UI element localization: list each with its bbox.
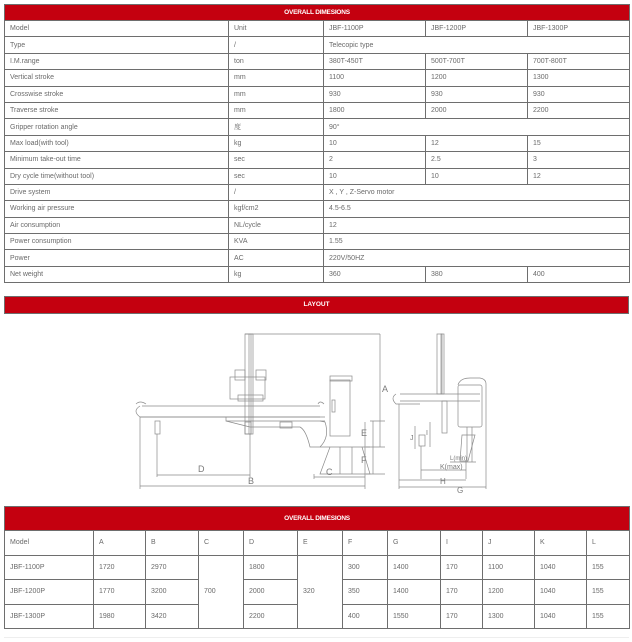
row-label: Power consumption bbox=[5, 234, 229, 250]
dims-table-body bbox=[5, 555, 630, 629]
row-value: 12 bbox=[324, 217, 630, 233]
column-header: E bbox=[298, 531, 343, 556]
row-label: Working air pressure bbox=[5, 201, 229, 217]
table-row bbox=[5, 250, 630, 266]
row-unit: sec bbox=[229, 152, 324, 168]
row-label: Minimum take-out time bbox=[5, 152, 229, 168]
row-label: Crosswise stroke bbox=[5, 86, 229, 102]
column-header: Model bbox=[5, 531, 94, 556]
table-row bbox=[5, 135, 630, 151]
row-unit: sec bbox=[229, 168, 324, 184]
row-label: Net weight bbox=[5, 266, 229, 282]
specification-table bbox=[4, 4, 630, 283]
row-unit: kg bbox=[229, 135, 324, 151]
row-value: 2 bbox=[324, 152, 426, 168]
cell-model: JBF-1200P bbox=[5, 580, 94, 605]
row-unit: mm bbox=[229, 102, 324, 118]
row-unit: KVA bbox=[229, 234, 324, 250]
table-row bbox=[5, 152, 630, 168]
column-header: J bbox=[483, 531, 535, 556]
row-value: 500T-700T bbox=[426, 53, 528, 69]
row-value: 930 bbox=[426, 86, 528, 102]
row-value: 700T-800T bbox=[528, 53, 630, 69]
dim-label-I: I bbox=[426, 430, 428, 437]
cell-B: 3420 bbox=[146, 604, 199, 629]
dims-table-title: OVERALL DIMESIONS bbox=[5, 507, 630, 531]
dim-label-A: A bbox=[382, 384, 389, 394]
cell-K: 1040 bbox=[535, 604, 587, 629]
model-cell: JBF-1300P bbox=[528, 21, 630, 37]
row-value: 10 bbox=[324, 168, 426, 184]
table-row bbox=[5, 555, 630, 580]
row-unit: ton bbox=[229, 53, 324, 69]
row-unit: NL/cycle bbox=[229, 217, 324, 233]
cell-A: 1770 bbox=[94, 580, 146, 605]
cell-K: 1040 bbox=[535, 580, 587, 605]
row-label: Drive system bbox=[5, 184, 229, 200]
table-row bbox=[5, 86, 630, 102]
model-cell: JBF-1100P bbox=[324, 21, 426, 37]
row-value: 12 bbox=[528, 168, 630, 184]
row-value: 1800 bbox=[324, 102, 426, 118]
cell-J: 1300 bbox=[483, 604, 535, 629]
row-value: 10 bbox=[324, 135, 426, 151]
table-row bbox=[5, 70, 630, 86]
row-value: 380T-450T bbox=[324, 53, 426, 69]
cell-L: 155 bbox=[587, 555, 630, 580]
spec-table-title: OVERALL DIMESIONS bbox=[5, 5, 630, 21]
column-header: L bbox=[587, 531, 630, 556]
row-label: Gripper rotation angle bbox=[5, 119, 229, 135]
cell-A: 1720 bbox=[94, 555, 146, 580]
cell-F: 350 bbox=[343, 580, 388, 605]
row-unit: / bbox=[229, 184, 324, 200]
cell-B: 2970 bbox=[146, 555, 199, 580]
cell-G: 1400 bbox=[388, 555, 441, 580]
dim-label-D: D bbox=[198, 464, 205, 474]
column-header: G bbox=[388, 531, 441, 556]
row-value: 380 bbox=[426, 266, 528, 282]
row-value: 1.55 bbox=[324, 234, 630, 250]
table-row bbox=[5, 168, 630, 184]
row-label: Model bbox=[5, 21, 229, 37]
divider bbox=[4, 637, 629, 638]
column-header: D bbox=[244, 531, 298, 556]
row-label: Dry cycle time(without tool) bbox=[5, 168, 229, 184]
table-row bbox=[5, 234, 630, 250]
row-unit: 度 bbox=[229, 119, 324, 135]
cell-E: 320 bbox=[298, 555, 343, 629]
dim-label-G: G bbox=[457, 486, 464, 495]
cell-B: 3200 bbox=[146, 580, 199, 605]
cell-J: 1100 bbox=[483, 555, 535, 580]
table-row bbox=[5, 266, 630, 282]
row-value: 12 bbox=[426, 135, 528, 151]
row-label: Air consumption bbox=[5, 217, 229, 233]
row-label: Type bbox=[5, 37, 229, 53]
row-unit: mm bbox=[229, 70, 324, 86]
layout-section-title: LAYOUT bbox=[4, 296, 629, 314]
table-row bbox=[5, 201, 630, 217]
table-row bbox=[5, 184, 630, 200]
cell-I: 170 bbox=[441, 604, 483, 629]
column-header: K bbox=[535, 531, 587, 556]
table-row bbox=[5, 119, 630, 135]
cell-model: JBF-1100P bbox=[5, 555, 94, 580]
row-value: 400 bbox=[528, 266, 630, 282]
row-value: 15 bbox=[528, 135, 630, 151]
row-label: Traverse stroke bbox=[5, 102, 229, 118]
layout-drawing bbox=[120, 322, 510, 497]
dim-label-C: C bbox=[326, 467, 333, 477]
table-row bbox=[5, 102, 630, 118]
row-unit: Unit bbox=[229, 21, 324, 37]
column-header: F bbox=[343, 531, 388, 556]
dimensions-table bbox=[4, 506, 630, 629]
row-value: Telecopic type bbox=[324, 37, 630, 53]
dim-label-F: F bbox=[361, 455, 367, 465]
table-header-row bbox=[5, 531, 630, 556]
side-view-drawing bbox=[136, 334, 385, 489]
row-value: 1100 bbox=[324, 70, 426, 86]
dim-label-J: J bbox=[410, 435, 414, 442]
row-unit: mm bbox=[229, 86, 324, 102]
cell-D: 2200 bbox=[244, 604, 298, 629]
row-label: Power bbox=[5, 250, 229, 266]
cell-model: JBF-1300P bbox=[5, 604, 94, 629]
dim-label-E: E bbox=[361, 428, 368, 438]
cell-C: 700 bbox=[199, 555, 244, 629]
cell-G: 1550 bbox=[388, 604, 441, 629]
row-label: Vertical stroke bbox=[5, 70, 229, 86]
cell-F: 400 bbox=[343, 604, 388, 629]
dim-label-L: L(min) bbox=[450, 456, 468, 462]
cell-D: 2000 bbox=[244, 580, 298, 605]
cell-F: 300 bbox=[343, 555, 388, 580]
row-value: 2.5 bbox=[426, 152, 528, 168]
cell-D: 1800 bbox=[244, 555, 298, 580]
cell-L: 155 bbox=[587, 604, 630, 629]
cell-L: 155 bbox=[587, 580, 630, 605]
row-value: 2200 bbox=[528, 102, 630, 118]
row-value: 360 bbox=[324, 266, 426, 282]
table-row bbox=[5, 53, 630, 69]
row-unit: / bbox=[229, 37, 324, 53]
row-value: 3 bbox=[528, 152, 630, 168]
cell-G: 1400 bbox=[388, 580, 441, 605]
dim-label-B: B bbox=[248, 476, 255, 486]
spec-table-body bbox=[5, 37, 630, 283]
table-row bbox=[5, 21, 630, 37]
row-value: 10 bbox=[426, 168, 528, 184]
dim-label-K: K(max) bbox=[440, 464, 463, 471]
row-value: 4.5-6.5 bbox=[324, 201, 630, 217]
row-value: 1200 bbox=[426, 70, 528, 86]
column-header: A bbox=[94, 531, 146, 556]
table-row bbox=[5, 37, 630, 53]
row-unit: kg bbox=[229, 266, 324, 282]
dim-label-H: H bbox=[440, 477, 446, 486]
cell-I: 170 bbox=[441, 555, 483, 580]
column-header: I bbox=[441, 531, 483, 556]
cell-K: 1040 bbox=[535, 555, 587, 580]
table-row bbox=[5, 217, 630, 233]
row-value: 90° bbox=[324, 119, 630, 135]
row-unit: kgf/cm2 bbox=[229, 201, 324, 217]
row-value: 2000 bbox=[426, 102, 528, 118]
row-value: 930 bbox=[528, 86, 630, 102]
cell-I: 170 bbox=[441, 580, 483, 605]
row-label: I.M.range bbox=[5, 53, 229, 69]
cell-A: 1980 bbox=[94, 604, 146, 629]
row-value: X , Y , Z-Servo motor bbox=[324, 184, 630, 200]
model-cell: JBF-1200P bbox=[426, 21, 528, 37]
column-header: C bbox=[199, 531, 244, 556]
row-label: Max load(with tool) bbox=[5, 135, 229, 151]
cell-J: 1200 bbox=[483, 580, 535, 605]
column-header: B bbox=[146, 531, 199, 556]
row-value: 220V/50HZ bbox=[324, 250, 630, 266]
row-unit: AC bbox=[229, 250, 324, 266]
row-value: 1300 bbox=[528, 70, 630, 86]
row-value: 930 bbox=[324, 86, 426, 102]
